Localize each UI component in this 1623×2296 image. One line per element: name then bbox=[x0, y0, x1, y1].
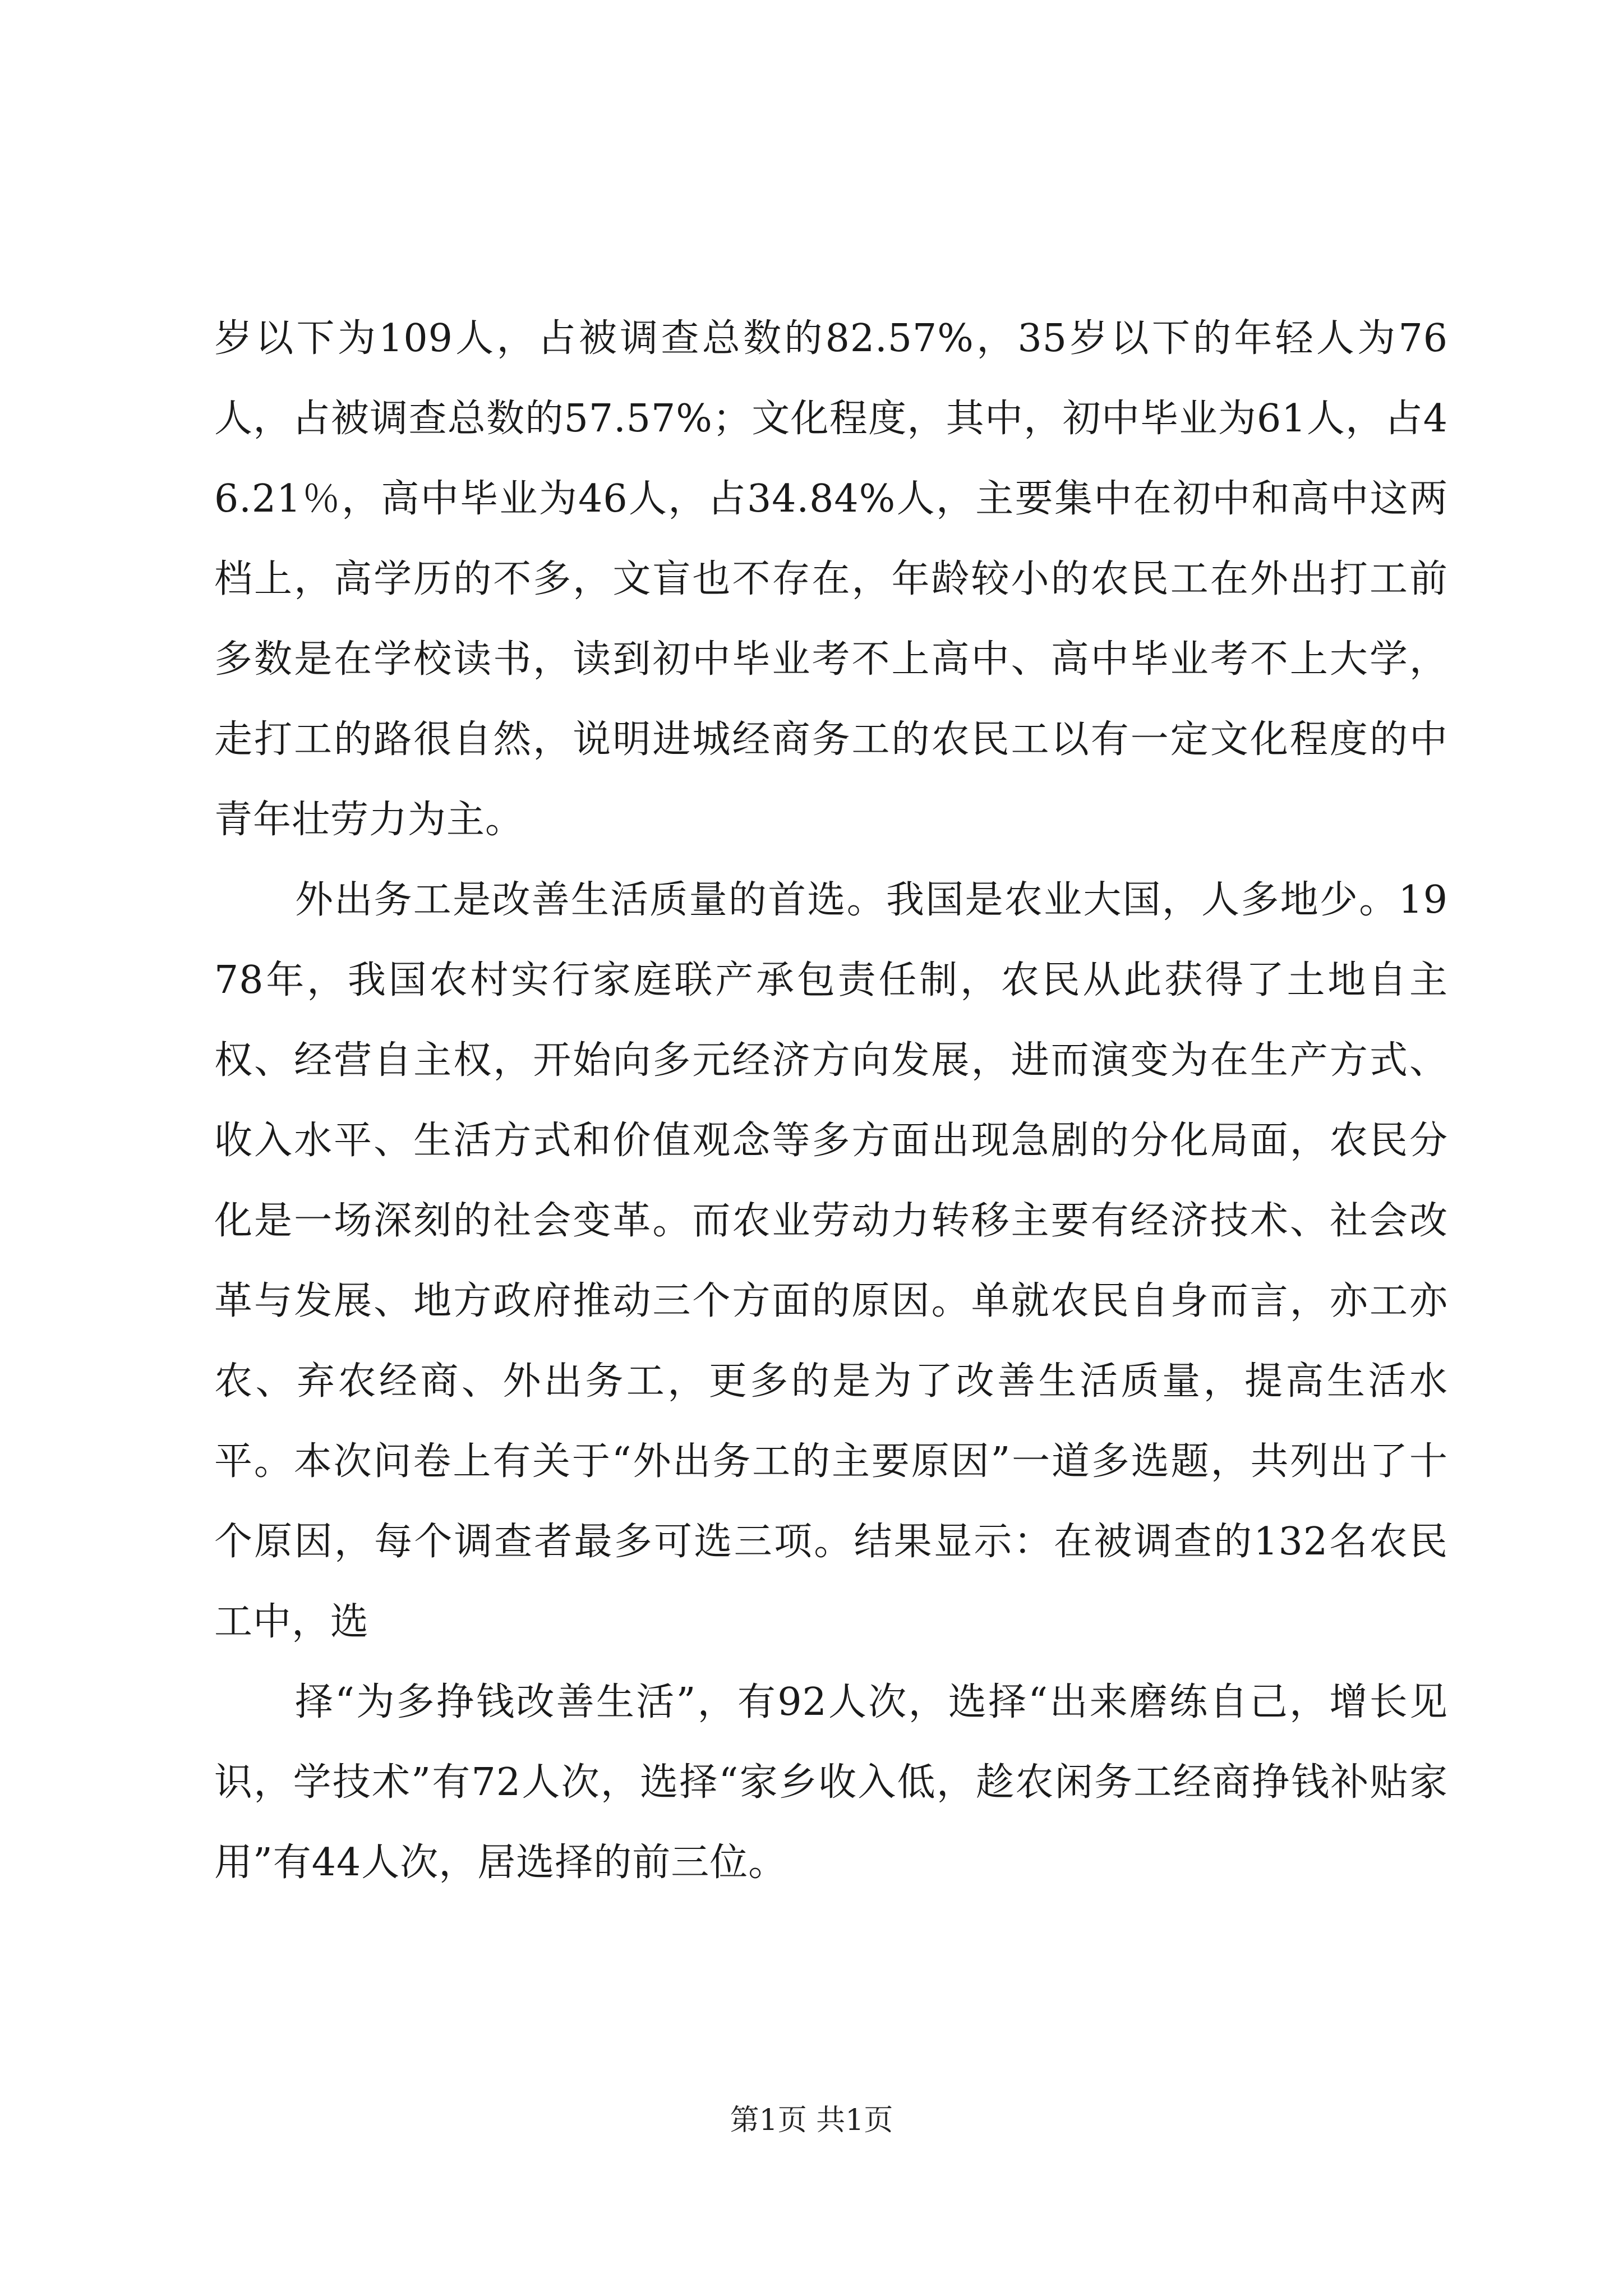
document-body bbox=[214, 298, 1448, 1903]
page-footer: 第1页 共1页 bbox=[730, 2104, 893, 2137]
paragraph-1: 岁以下为109人，占被调查总数的82.57%，35岁以下的年轻人为76人，占被调查总数的57.57%；文化程度，其中，初中毕业为61人，占46.21％，高中毕业为46人，占34.84%人，主要集中在初中和高中这两档上，高学历的不多，文盲也不存在，年龄较小的农民工在外出打工前多数是在学校读书，读到初中毕业考不上高中、高中毕业考不上大学，走打工的路很自然，说明进城经商务工的农民工以有一定文化程度的中青年壮劳力为主。 bbox=[214, 316, 1448, 842]
paragraph-2: 外出务工是改善生活质量的首选。我国是农业大国，人多地少。1978年，我国农村实行家庭联产承包责任制，农民从此获得了土地自主权、经营自主权，开始向多元经济方向发展，进而演变为在生产方式、收入水平、生活方式和价值观念等多方面出现急剧的分化局面，农民分化是一场深刻的社会变革。而农业劳动力转移主要有经济技术、社会改革与发展、地方政府推动三个方面的原因。单就农民自身而言，亦工亦农、弃农经商、外出务工，更多的是为了改善生活质量，提高生活水平。本次问卷上有关于“外出务工的主要原因”一道多选题，共列出了十个原因，每个调查者最多可选三项。结果显示：在被调查的132名农民工中，选 bbox=[214, 878, 1448, 1644]
paragraph-3: 择“为多挣钱改善生活”，有92人次，选择“出来磨练自己，增长见识，学技术”有72人次，选择“家乡收入低，趁农闲务工经商挣钱补贴家用”有44人次，居选择的前三位。 bbox=[214, 1680, 1448, 1885]
